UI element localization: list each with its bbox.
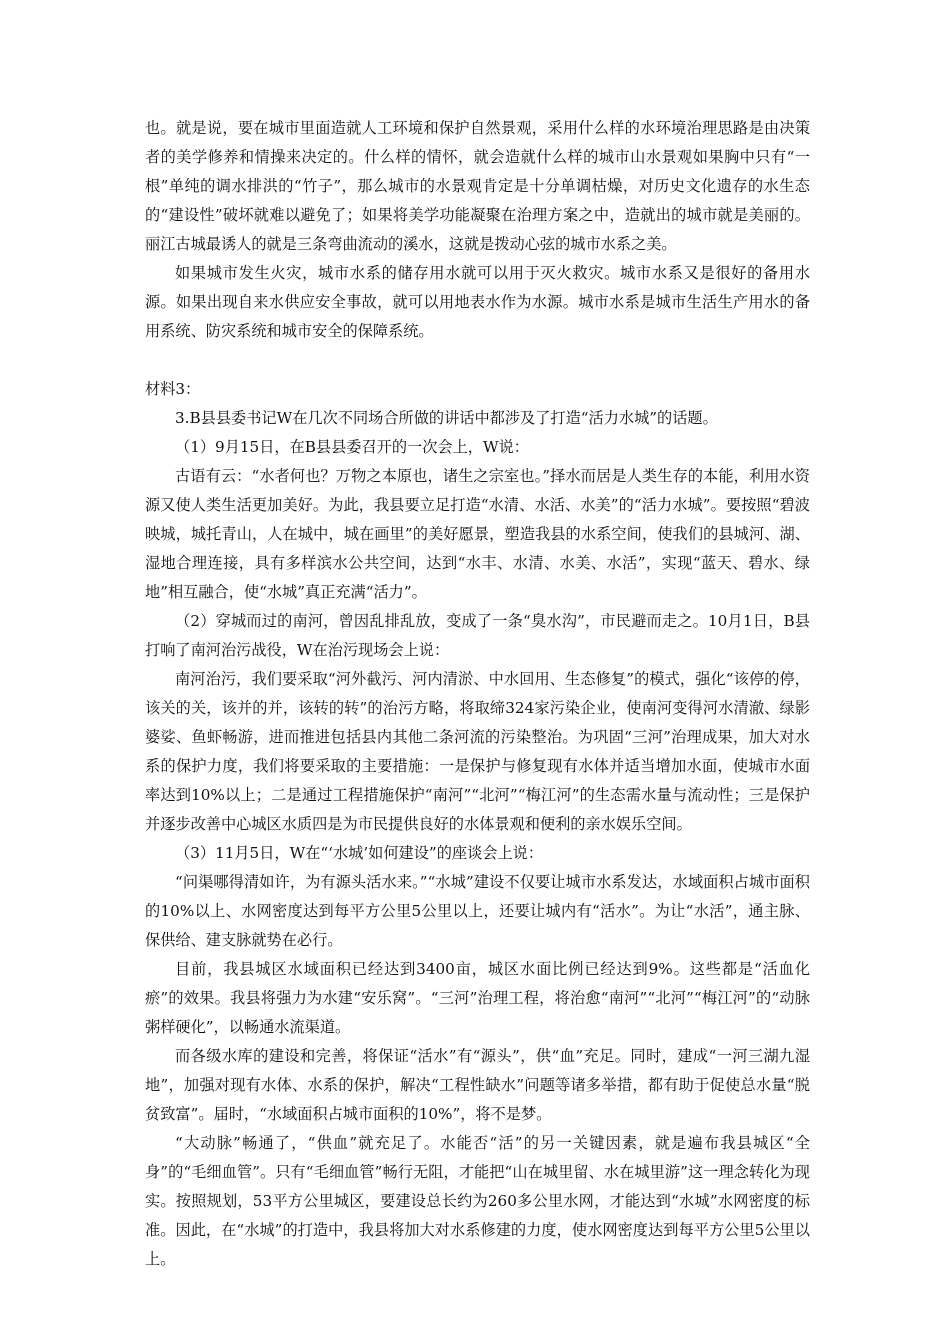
paragraph-fire-backup: 如果城市发生火灾，城市水系的储存用水就可以用于灭火救灾。城市水系又是很好的备用水源。如果出现自来水供应安全事故，就可以用地表水作为水源。城市水系是城市生活生产用水的备用系统、防灾系统和城市安全的保障系统。 [145,264,810,340]
paragraph-aesthetics: 也。就是说，要在城市里面造就人工环境和保护自然景观，采用什么样的水环境治理思路是由决策者的美学修养和情操来决定的。什么样的情怀，就会造就什么样的城市山水景观如果胸中只有“一根”单纯的调水排洪的“竹子”，那么城市的水景观肯定是十分单调枯燥，对历史文化遗存的水生态的“建设性”破坏就难以避免了；如果将美学功能凝聚在治理方案之中，造就出的城市就是美丽的。丽江古城最诱人的就是三条弯曲流动的溪水，这就是拨动心弦的城市水系之美。 [145,119,810,253]
speech-3-intro: （3）11月5日，W在“‘水城’如何建设”的座谈会上说： [175,844,544,862]
document-page [145,114,810,1274]
speech-1-body: 古语有云：“水者何也？万物之本原也，诸生之宗室也。”择水而居是人类生存的本能，利用水资源又使人类生活更加美好。为此，我县要立足打造“水清、水活、水美”的“活力水城”。要按照“碧波映城，城托青山，人在城中，城在画里”的美好愿景，塑造我县的水系空间，使我们的县城河、湖、湿地合理连接，具有多样滨水公共空间，达到“水丰、水清、水美、水活”，实现“蓝天、碧水、绿地”相互融合，使“水城”真正充满“活力”。 [145,467,810,601]
question-intro: 3.B县县委书记W在几次不同场合所做的讲话中都涉及了打造“活力水城”的话题。 [175,409,718,427]
speech-1-intro: （1）9月15日，在B县县委召开的一次会上，W说： [175,438,529,456]
speech-2-intro: （2）穿城而过的南河，曾因乱排乱放，变成了一条“臭水沟”，市民避而走之。10月1日，B县打响了南河治污战役，W在治污现场会上说： [145,612,810,659]
material-heading: 材料3： [145,380,201,398]
speech-3-body-3: 而各级水库的建设和完善，将保证“活水”有“源头”，供“血”充足。同时，建成“一河三湖九湿地”，加强对现有水体、水系的保护，解决“工程性缺水”问题等诸多举措，都有助于促使总水量“脱贫致富”。届时，“水域面积占城市面积的10%”，将不是梦。 [145,1047,810,1123]
speech-3-body-1: “问渠哪得清如许，为有源头活水来。”“水城”建设不仅要让城市水系发达，水域面积占城市面积的10%以上、水网密度达到每平方公里5公里以上，还要让城内有“活水”。为让“水活”，通主脉、保供给、建支脉就势在必行。 [145,873,810,949]
speech-3-body-4: “大动脉”畅通了，“供血”就充足了。水能否“活”的另一关键因素，就是遍布我县城区“全身”的“毛细血管”。只有“毛细血管”畅行无阻，才能把“山在城里留、水在城里游”这一理念转化为现实。按照规划，53平方公里城区，要建设总长约为260多公里水网，才能达到“水城”水网密度的标准。因此，在“水城”的打造中，我县将加大对水系修建的力度，使水网密度达到每平方公里5公里以上。 [145,1134,810,1268]
speech-3-body-2: 目前，我县城区水域面积已经达到3400亩，城区水面比例已经达到9%。这些都是“活血化瘀”的效果。我县将强力为水建“安乐窝”。“三河”治理工程，将治愈“南河”“北河”“梅江河”的“动脉粥样硬化”，以畅通水流渠道。 [145,960,810,1036]
paragraph-gap [145,346,810,375]
speech-2-body: 南河治污，我们要采取“河外截污、河内清淤、中水回用、生态修复”的模式，强化“该停的停，该关的关，该并的并，该转的转”的治污方略，将取缔324家污染企业，使南河变得河水清澈、绿影婆娑、鱼虾畅游，进而推进包括县内其他二条河流的污染整治。为巩固“三河”治理成果，加大对水系的保护力度，我们将要采取的主要措施：一是保护与修复现有水体并适当增加水面，使城市水面率达到10%以上；二是通过工程措施保护“南河”“北河”“梅江河”的生态需水量与流动性；三是保护并逐步改善中心城区水质四是为市民提供良好的水体景观和便利的亲水娱乐空间。 [145,670,810,833]
